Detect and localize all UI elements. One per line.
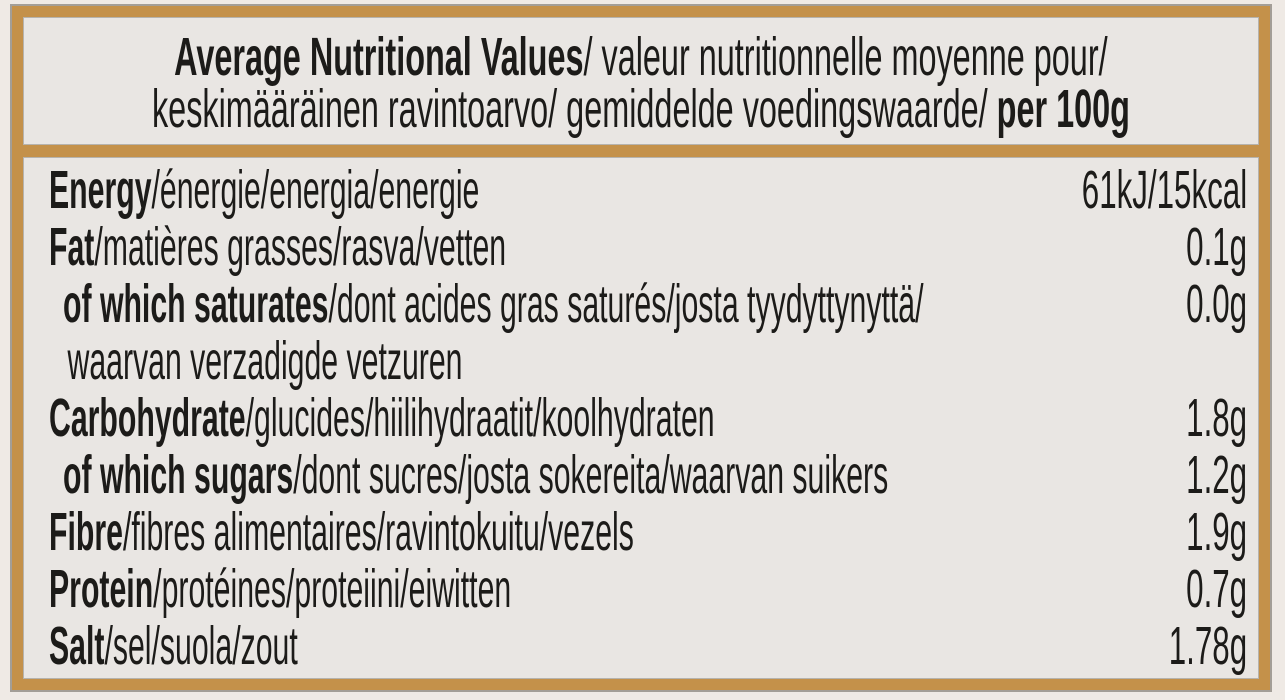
label-header xyxy=(23,17,1259,145)
nutrition-row xyxy=(49,276,1247,390)
header-subtitle-lead: keskimääräinen ravintoarvo/ gemiddelde voedingswaarde/ xyxy=(152,79,997,139)
row-label-bold: Fibre xyxy=(49,502,123,562)
row-label-bold: of which sugars xyxy=(63,445,294,505)
row-label-rest: /glucides/hiilihydraatit/koolhydraten xyxy=(245,388,715,448)
row-label-bold: Salt xyxy=(49,616,105,676)
header-title-rest: / valeur nutritionnelle moyenne pour/ xyxy=(583,27,1108,87)
header-per-100g: per 100g xyxy=(996,79,1130,139)
row-label xyxy=(49,618,298,675)
nutrition-row xyxy=(49,162,1247,219)
row-value: 1.2g xyxy=(1186,445,1247,505)
row-value: 1.78g xyxy=(1168,616,1247,676)
row-label-bold: Protein xyxy=(49,559,154,619)
row-label-line2: waarvan verzadigde vetzuren xyxy=(67,331,463,391)
row-label-bold: Energy xyxy=(49,160,152,220)
header-line-2-text xyxy=(152,79,1130,139)
row-label xyxy=(49,390,715,447)
row-value: 1.8g xyxy=(1186,388,1247,448)
nutrition-row xyxy=(49,561,1247,618)
header-line-2 xyxy=(23,79,1259,139)
row-label xyxy=(49,162,479,219)
nutrition-row xyxy=(49,390,1247,447)
row-label-rest: /énergie/energia/energie xyxy=(151,160,480,220)
row-label xyxy=(63,447,888,504)
row-label-rest: /protéines/proteiini/eiwitten xyxy=(153,559,512,619)
row-label xyxy=(49,219,506,276)
row-label-bold: Fat xyxy=(49,217,95,277)
row-label xyxy=(63,276,924,390)
row-label-bold: of which saturates xyxy=(63,274,329,334)
row-label-rest: /sel/suola/zout xyxy=(104,616,298,676)
nutrition-row xyxy=(49,618,1247,675)
header-title-bold: Average Nutritional Values xyxy=(174,27,584,87)
label-frame xyxy=(12,6,1270,690)
row-label xyxy=(49,504,634,561)
row-value: 0.1g xyxy=(1186,217,1247,277)
nutrition-row xyxy=(49,447,1247,504)
row-value: 61kJ/15kcal xyxy=(1081,160,1247,220)
nutrition-row xyxy=(49,219,1247,276)
header-line-1 xyxy=(23,27,1259,87)
row-label-rest: /dont sucres/josta sokereita/waarvan suikers xyxy=(293,445,889,505)
row-label-rest: /matières grasses/rasva/vetten xyxy=(94,217,507,277)
row-label xyxy=(49,561,511,618)
row-value: 0.7g xyxy=(1186,559,1247,619)
row-label-bold: Carbohydrate xyxy=(49,388,246,448)
row-label-rest: /dont acides gras saturés/josta tyydyttynyttä/ xyxy=(328,274,924,334)
row-value: 0.0g xyxy=(1186,274,1247,334)
row-value: 1.9g xyxy=(1186,502,1247,562)
header-line-1-text xyxy=(174,27,1108,87)
nutrition-table xyxy=(23,157,1259,679)
row-label-rest: /fibres alimentaires/ravintokuitu/vezels xyxy=(122,502,634,562)
nutrition-row xyxy=(49,504,1247,561)
